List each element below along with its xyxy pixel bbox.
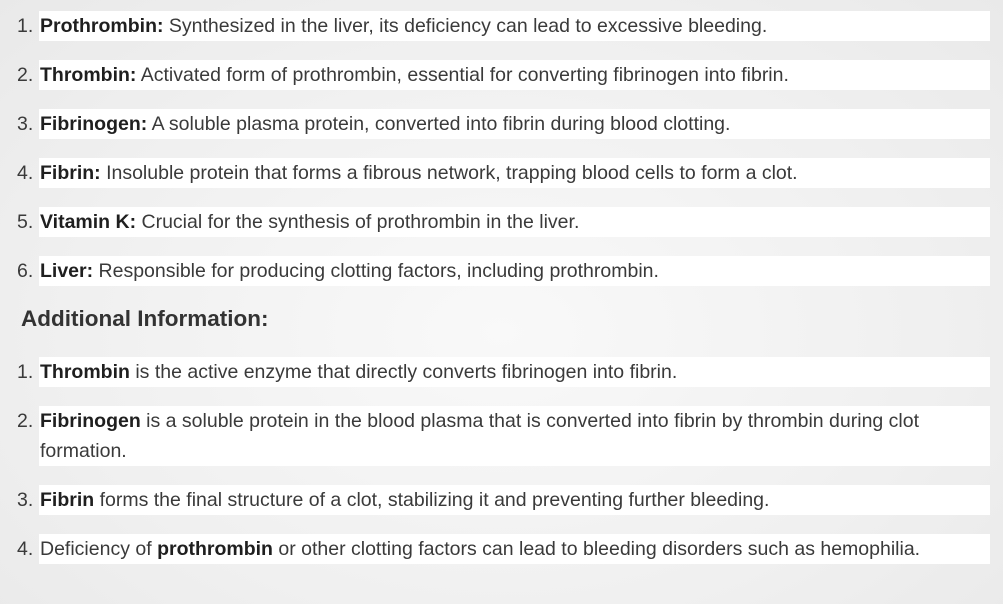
item-text: Synthesized in the liver, its deficiency can lead to excessive bleeding. [163,15,768,37]
item-number: 4. [17,538,34,560]
item-term: Liver: [40,260,94,282]
item-term: prothrombin [157,538,273,560]
item-number: 5. [17,211,34,233]
item-content [39,485,990,515]
item-term: Thrombin: [40,64,137,86]
item-content [39,207,990,237]
item-text: Activated form of prothrombin, essential for converting fibrinogen into fibrin. [136,64,789,86]
item-text: Insoluble protein that forms a fibrous network, trapping blood cells to form a clot. [100,162,798,184]
item-content [39,357,990,387]
item-text: Crucial for the synthesis of prothrombin in the liver. [136,211,580,233]
list-item [0,0,1003,49]
additional-info-list [0,357,1003,583]
item-number: 2. [17,410,34,432]
item-term: Prothrombin: [40,15,164,37]
item-number: 1. [17,361,34,383]
item-content [39,60,990,90]
item-content [39,406,990,466]
item-text: forms the final structure of a clot, stabilizing it and preventing further bleeding. [94,489,770,511]
item-term: Fibrinogen: [40,113,148,135]
item-text: or other clotting factors can lead to bleeding disorders such as hemophilia. [272,538,921,560]
item-text: is a soluble protein in the blood plasma that is converted into fibrin by thrombin during clot formation. [40,410,920,462]
item-number: 1. [17,15,34,37]
list-item [0,49,1003,98]
list-item [0,534,1003,564]
additional-info-heading: Additional Information: [21,306,269,331]
item-text: is the active enzyme that directly converts fibrinogen into fibrin. [129,361,678,383]
key-terms-list [0,0,1003,294]
list-item [0,406,1003,466]
item-number: 4. [17,162,34,184]
item-term: Thrombin [40,361,130,383]
item-content [39,256,990,286]
item-text: Responsible for producing clotting factors, including prothrombin. [93,260,659,282]
item-content [39,11,990,41]
item-text: A soluble plasma protein, converted into fibrin during blood clotting. [147,113,731,135]
list-item [0,98,1003,147]
item-term: Fibrin [40,489,95,511]
item-lead-text: Deficiency of [40,538,158,560]
list-item [0,147,1003,196]
item-number: 3. [17,489,34,511]
item-number: 6. [17,260,34,282]
list-item [0,196,1003,245]
list-item [0,245,1003,294]
item-term: Fibrinogen [40,410,141,432]
item-content [39,158,990,188]
item-term: Vitamin K: [40,211,137,233]
item-content [39,534,990,564]
list-item [0,357,1003,387]
item-number: 2. [17,64,34,86]
item-content [39,109,990,139]
item-number: 3. [17,113,34,135]
list-item [0,485,1003,515]
item-term: Fibrin: [40,162,101,184]
